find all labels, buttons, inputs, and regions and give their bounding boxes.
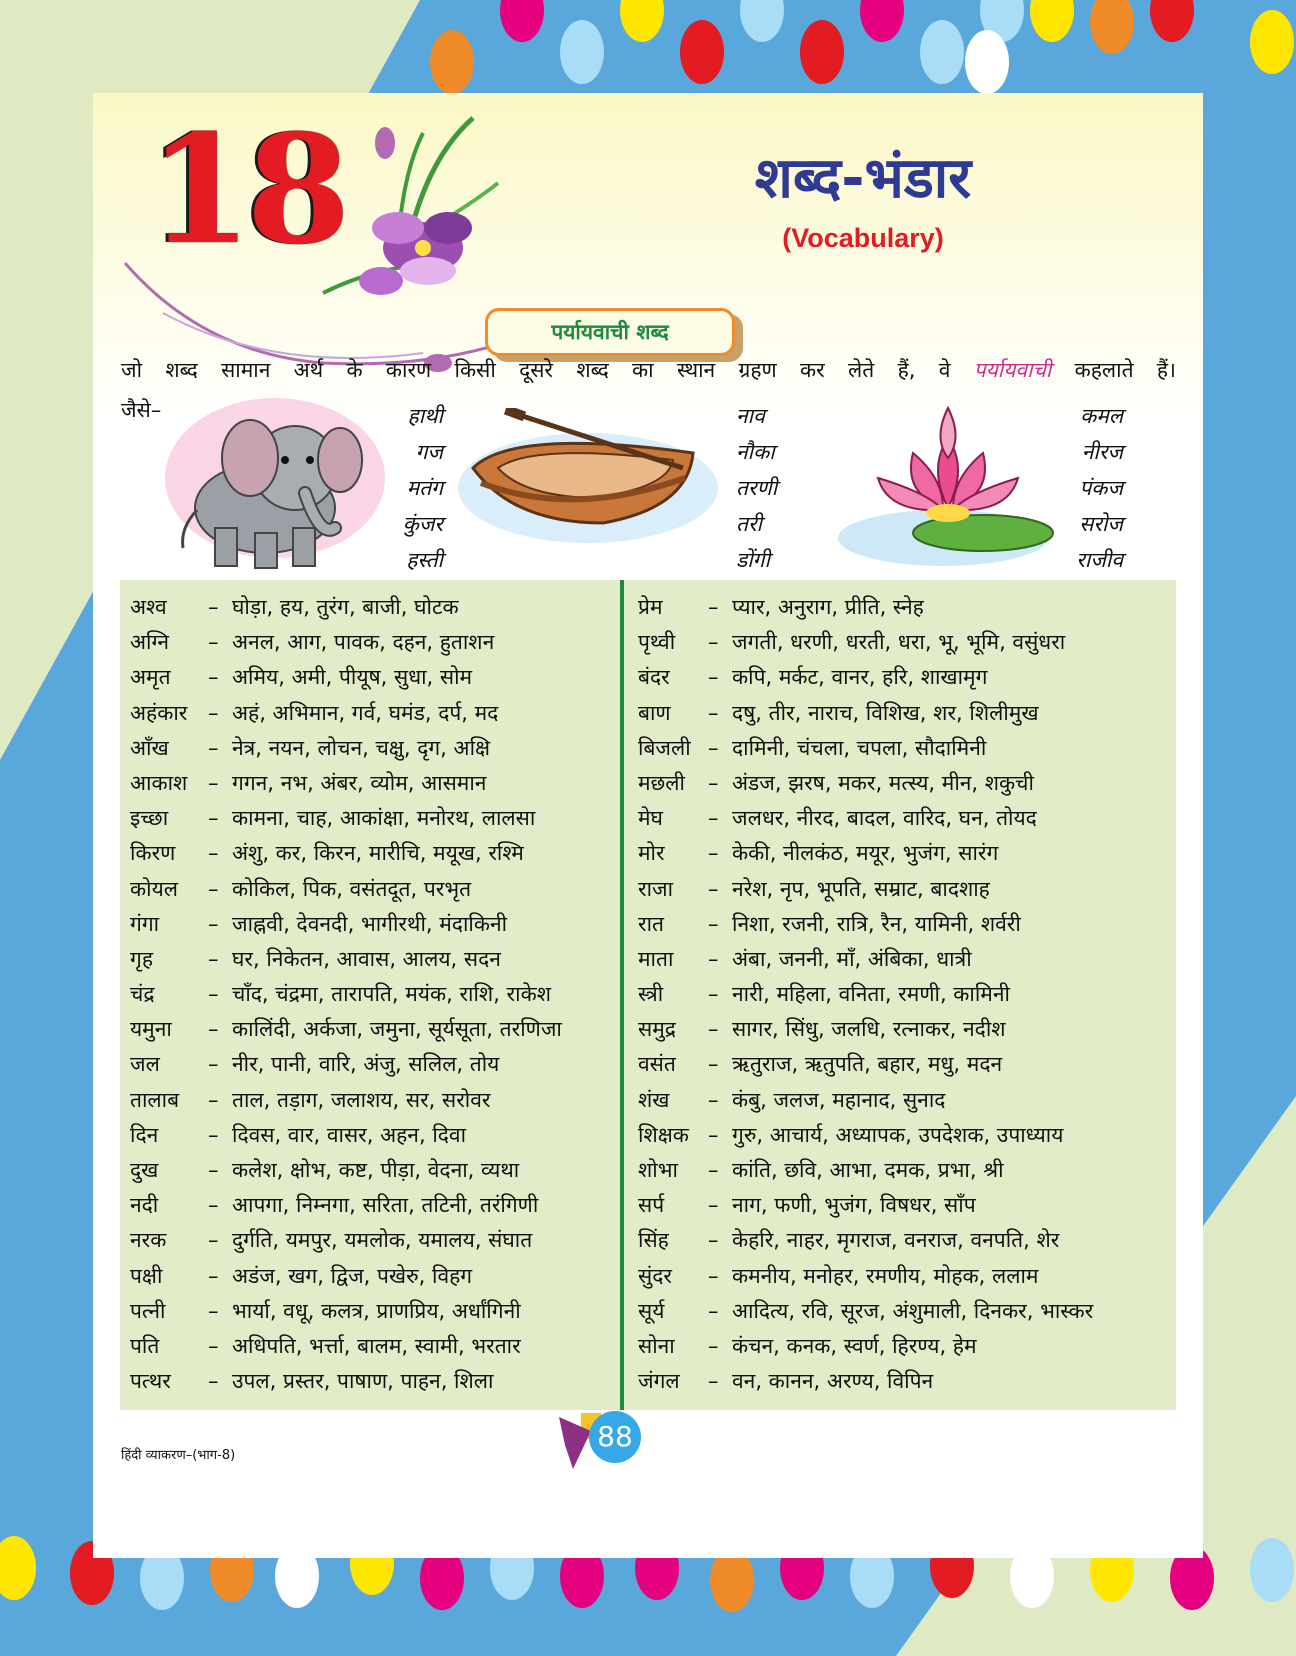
headword: बंदर: [638, 665, 670, 690]
list-item: [638, 836, 1168, 871]
list-item: [638, 1083, 1168, 1118]
synonyms: आपगा, निम्नगा, सरिता, तटिनी, तरंगिणी: [232, 1193, 539, 1218]
dash: –: [708, 1369, 719, 1394]
headword: माता: [638, 946, 674, 971]
synonym: गज: [415, 440, 443, 464]
dash: –: [708, 770, 719, 795]
headword: अग्नि: [130, 630, 170, 655]
dash: –: [208, 1052, 219, 1077]
synonyms: अनल, आग, पावक, दहन, हुताशन: [232, 630, 495, 655]
headword: जल: [130, 1052, 160, 1077]
headword: मछली: [638, 770, 685, 795]
dash: –: [708, 1263, 719, 1288]
decorative-dots-top: [0, 0, 1296, 100]
synonyms: कलेश, क्षोभ, कष्ट, पीड़ा, वेदना, व्यथा: [232, 1158, 520, 1182]
synonyms: प्यार, अनुराग, प्रीति, स्नेह: [732, 595, 924, 619]
synonyms: वन, कानन, अरण्य, विपिन: [732, 1369, 934, 1394]
list-item: [638, 731, 1168, 766]
list-item: [130, 1118, 610, 1153]
synonyms: जलधर, नीरद, बादल, वारिद, घन, तोयद: [732, 806, 1037, 831]
dash: –: [208, 982, 219, 1007]
list-item: [130, 625, 610, 660]
list-item: [130, 836, 610, 871]
synonyms: ताल, तड़ाग, जलाशय, सर, सरोवर: [232, 1087, 491, 1112]
headword: पत्नी: [130, 1298, 166, 1323]
synonym-list-left: [130, 590, 610, 1399]
synonyms: दषु, तीर, नाराच, विशिख, शर, शिलीमुख: [732, 700, 1039, 725]
synonym: पंकज: [1079, 476, 1123, 500]
synonyms: नाग, फणी, भुजंग, विषधर, साँप: [732, 1193, 976, 1218]
headword: पति: [130, 1333, 160, 1358]
chapter-number: 18: [148, 102, 345, 278]
dash: –: [708, 1193, 719, 1218]
dash: –: [708, 1052, 719, 1077]
lotus-synonyms: [1023, 398, 1123, 578]
synonyms: चाँद, चंद्रमा, तारापति, मयंक, राशि, राकेश: [232, 982, 551, 1007]
list-item: [638, 1294, 1168, 1329]
synonyms: नीर, पानी, वारि, अंजु, सलिल, तोय: [232, 1052, 500, 1077]
headword: पक्षी: [130, 1263, 163, 1288]
synonyms: आदित्य, रवि, सूरज, अंशुमाली, दिनकर, भास्कर: [732, 1298, 1094, 1323]
headword: गंगा: [130, 911, 160, 936]
synonyms: निशा, रजनी, रात्रि, रैन, यामिनी, शर्वरी: [732, 911, 1021, 936]
dash: –: [208, 595, 219, 619]
synonyms: दिवस, वार, वासर, अहन, दिवा: [232, 1122, 467, 1147]
synonym: मतंग: [406, 476, 443, 500]
dash: –: [208, 700, 219, 725]
headword: रात: [638, 911, 664, 936]
headword: अमृत: [130, 665, 171, 690]
synonyms: अमिय, अमी, पीयूष, सुधा, सोम: [232, 665, 473, 690]
headword: दुख: [130, 1158, 159, 1182]
headword: समुद्र: [638, 1017, 676, 1042]
dash: –: [208, 1228, 219, 1253]
synonyms: कंबु, जलज, महानाद, सुनाद: [732, 1087, 946, 1112]
synonyms: केहरि, नाहर, मृगराज, वनराज, वनपति, शेर: [732, 1228, 1060, 1253]
dash: –: [208, 1333, 219, 1358]
headword: वसंत: [638, 1052, 676, 1077]
headword: राजा: [638, 876, 674, 901]
headword: प्रेम: [638, 595, 663, 619]
dash: –: [708, 1228, 719, 1253]
list-item: [130, 1047, 610, 1082]
headword: सर्प: [638, 1193, 665, 1218]
list-item: [130, 942, 610, 977]
dash: –: [208, 1369, 219, 1394]
synonym: कुंजर: [402, 512, 443, 536]
synonym: राजीव: [1076, 548, 1123, 572]
dash: –: [708, 665, 719, 690]
headword: तालाब: [130, 1087, 180, 1112]
dash: –: [208, 876, 219, 901]
dash: –: [708, 911, 719, 936]
list-item: [638, 1223, 1168, 1258]
headword: सूर्य: [638, 1298, 665, 1323]
synonyms: घर, निकेतन, आवास, आलय, सदन: [232, 946, 501, 971]
synonym: तरी: [736, 512, 762, 536]
list-item: [130, 1083, 610, 1118]
synonyms: जगती, धरणी, धरती, धरा, भू, भूमि, वसुंधरा: [732, 630, 1066, 655]
headword: शोभा: [638, 1158, 678, 1182]
headword: शिक्षक: [638, 1122, 689, 1147]
page-sheet: [93, 93, 1203, 1558]
dash: –: [208, 630, 219, 655]
dash: –: [708, 806, 719, 831]
dash: –: [208, 1193, 219, 1218]
dash: –: [208, 946, 219, 971]
dash: –: [708, 1333, 719, 1358]
dash: –: [208, 1263, 219, 1288]
dash: –: [708, 841, 719, 866]
section-heading-badge: [485, 308, 747, 360]
synonyms: ऋतुराज, ऋतुपति, बहार, मधु, मदन: [732, 1052, 1003, 1077]
list-item: [130, 660, 610, 695]
headword: अश्व: [130, 595, 167, 619]
dash: –: [708, 1298, 719, 1323]
synonym: सरोज: [1079, 512, 1123, 536]
synonyms: कपि, मर्कट, वानर, हरि, शाखामृग: [732, 665, 988, 690]
list-item: [130, 1188, 610, 1223]
dash: –: [208, 1298, 219, 1323]
list-item: [130, 801, 610, 836]
synonyms: केकी, नीलकंठ, मयूर, भुजंग, सारंग: [732, 841, 999, 866]
dash: –: [208, 911, 219, 936]
list-item: [638, 1118, 1168, 1153]
headword: किरण: [130, 841, 176, 866]
dash: –: [708, 1122, 719, 1147]
book-title: हिंदी व्याकरण–(भाग-8): [121, 1448, 236, 1463]
dash: –: [208, 735, 219, 760]
section-heading: पर्यायवाची शब्द: [485, 308, 735, 356]
dash: –: [208, 665, 219, 690]
synonyms: अंडज, झरष, मकर, मत्स्य, मीन, शकुची: [732, 770, 1034, 795]
list-item: [638, 1364, 1168, 1399]
headword: गृह: [130, 946, 153, 971]
synonyms: अडंज, खग, द्विज, पखेरु, विहग: [232, 1263, 473, 1288]
synonyms: गगन, नभ, अंबर, व्योम, आसमान: [232, 770, 487, 795]
headword: चंद्र: [130, 982, 155, 1007]
dash: –: [708, 1017, 719, 1042]
dash: –: [708, 982, 719, 1007]
headword: आकाश: [130, 770, 188, 795]
headword: अहंकार: [130, 700, 188, 725]
synonyms: जाह्नवी, देवनदी, भागीरथी, मंदाकिनी: [232, 911, 508, 936]
synonym-list-right: [638, 590, 1168, 1399]
intro-paragraph: जो शब्द सामान अर्थ के कारण किसी दूसरे शब्द का स्थान ग्रहण कर लेते हैं, वे पर्यायवाची कहलाते हैं।: [121, 358, 1176, 382]
elephant-synonyms: [343, 398, 443, 578]
highlight-term: पर्यायवाची: [973, 358, 1052, 382]
list-item: [638, 696, 1168, 731]
chapter-title: शब्द-भंडार: [754, 146, 972, 211]
synonym: तरणी: [736, 476, 778, 500]
headword: दिन: [130, 1122, 159, 1147]
list-item: [638, 625, 1168, 660]
list-item: [130, 872, 610, 907]
headword: पत्थर: [130, 1369, 171, 1394]
list-item: [130, 907, 610, 942]
synonym: डोंगी: [736, 548, 770, 572]
list-item: [638, 590, 1168, 625]
dash: –: [208, 770, 219, 795]
dash: –: [708, 946, 719, 971]
synonyms: कामना, चाह, आकांक्षा, मनोरथ, लालसा: [232, 806, 536, 831]
headword: बाण: [638, 700, 671, 725]
headword: आँख: [130, 735, 169, 760]
synonyms: घोड़ा, हय, तुरंग, बाजी, घोटक: [232, 595, 459, 619]
headword: नरक: [130, 1228, 167, 1253]
headword: सोना: [638, 1333, 675, 1358]
dash: –: [208, 1122, 219, 1147]
synonyms: दामिनी, चंचला, चपला, सौदामिनी: [732, 735, 987, 760]
synonyms: गुरु, आचार्य, अध्यापक, उपदेशक, उपाध्याय: [732, 1122, 1064, 1147]
synonym: कमल: [1080, 404, 1123, 428]
page-number: 88: [589, 1411, 641, 1463]
list-item: [130, 1329, 610, 1364]
list-item: [130, 1012, 610, 1047]
dash: –: [708, 1158, 719, 1182]
synonyms: अंबा, जननी, माँ, अंबिका, धात्री: [732, 946, 972, 971]
list-item: [638, 1153, 1168, 1188]
headword: बिजली: [638, 735, 691, 760]
list-item: [638, 872, 1168, 907]
synonyms: नेत्र, नयन, लोचन, चक्षु, दृग, अक्षि: [232, 735, 491, 760]
list-item: [638, 1047, 1168, 1082]
synonyms: सागर, सिंधु, जलधि, रत्नाकर, नदीश: [732, 1017, 1006, 1042]
headword: सिंह: [638, 1228, 669, 1253]
list-item: [130, 1364, 610, 1399]
decorative-dots-bottom: [0, 1556, 1296, 1656]
headword: नदी: [130, 1193, 159, 1218]
dash: –: [208, 1158, 219, 1182]
headword: शंख: [638, 1087, 670, 1112]
synonym: हाथी: [407, 404, 443, 428]
dash: –: [708, 630, 719, 655]
synonyms: कांति, छवि, आभा, दमक, प्रभा, श्री: [732, 1158, 1004, 1182]
list-item: [130, 1259, 610, 1294]
list-item: [638, 801, 1168, 836]
dash: –: [708, 595, 719, 619]
synonyms: कोकिल, पिक, वसंतदूत, परभृत: [232, 876, 472, 901]
list-item: [638, 907, 1168, 942]
headword: सुंदर: [638, 1263, 672, 1288]
synonyms: नारी, महिला, वनिता, रमणी, कामिनी: [732, 982, 1010, 1007]
list-item: [638, 977, 1168, 1012]
synonyms: कालिंदी, अर्कजा, जमुना, सूर्यसूता, तरणिजा: [232, 1017, 562, 1042]
dash: –: [208, 1017, 219, 1042]
list-item: [638, 1188, 1168, 1223]
list-item: [638, 766, 1168, 801]
headword: यमुना: [130, 1017, 172, 1042]
list-item: [130, 731, 610, 766]
page-number-badge: [551, 1409, 651, 1473]
synonym: नाव: [736, 404, 765, 428]
list-item: [130, 1153, 610, 1188]
dash: –: [708, 735, 719, 760]
headword: मेघ: [638, 806, 663, 831]
synonym: नीरज: [1081, 440, 1123, 464]
synonym: हस्ती: [406, 548, 443, 572]
list-item: [130, 1223, 610, 1258]
dash: –: [708, 1087, 719, 1112]
synonym: नौका: [736, 440, 775, 464]
synonyms: कंचन, कनक, स्वर्ण, हिरण्य, हेम: [732, 1333, 977, 1358]
boat-synonyms: [736, 398, 836, 578]
dash: –: [208, 806, 219, 831]
synonyms: अहं, अभिमान, गर्व, घमंड, दर्प, मद: [232, 700, 499, 725]
column-divider: [620, 580, 624, 1410]
list-item: [638, 660, 1168, 695]
boat-icon: [453, 408, 723, 548]
list-item: [130, 696, 610, 731]
dash: –: [208, 1087, 219, 1112]
synonyms: नरेश, नृप, भूपति, सम्राट, बादशाह: [732, 876, 990, 901]
synonyms: भार्या, वधू, कलत्र, प्राणप्रिय, अर्धांगिनी: [232, 1298, 521, 1323]
list-item: [638, 1329, 1168, 1364]
headword: जंगल: [638, 1369, 680, 1394]
list-item: [130, 590, 610, 625]
list-item: [638, 1012, 1168, 1047]
headword: मोर: [638, 841, 665, 866]
headword: इच्छा: [130, 806, 169, 831]
synonyms: अंशु, कर, किरन, मारीचि, मयूख, रश्मि: [232, 841, 524, 866]
synonyms: कमनीय, मनोहर, रमणीय, मोहक, ललाम: [732, 1263, 1039, 1288]
list-item: [130, 766, 610, 801]
headword: पृथ्वी: [638, 630, 676, 655]
synonyms: उपल, प्रस्तर, पाषाण, पाहन, शिला: [232, 1369, 494, 1394]
list-item: [638, 942, 1168, 977]
dash: –: [708, 876, 719, 901]
synonym-table: [120, 580, 1176, 1410]
list-item: [130, 977, 610, 1012]
chapter-subtitle: (Vocabulary): [782, 223, 944, 253]
synonyms: दुर्गति, यमपुर, यमलोक, यमालय, संघात: [232, 1228, 533, 1253]
headword: कोयल: [130, 876, 178, 901]
list-item: [638, 1259, 1168, 1294]
example-label: जैसे–: [121, 398, 162, 422]
dash: –: [208, 841, 219, 866]
headword: स्त्री: [638, 982, 664, 1007]
dash: –: [708, 700, 719, 725]
list-item: [130, 1294, 610, 1329]
synonyms: अधिपति, भर्त्ता, बालम, स्वामी, भरतार: [232, 1333, 521, 1358]
